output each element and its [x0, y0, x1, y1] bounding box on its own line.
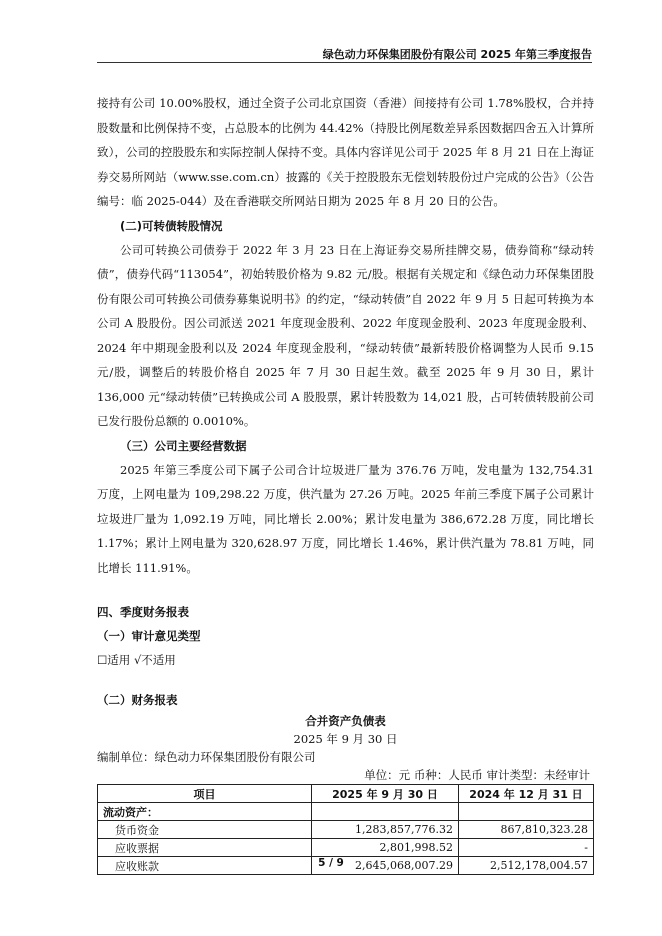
- unit-line: 单位：元 币种：人民币 审计类型：未经审计: [364, 768, 590, 782]
- operations-heading: （三）公司主要经营数据: [120, 438, 247, 453]
- spacer: [97, 672, 594, 688]
- convertible-heading: (二)可转债转股情况: [120, 218, 223, 233]
- table-row: [98, 821, 594, 839]
- statements-heading: （二）财务报表: [97, 693, 178, 707]
- convertible-paragraph: 公司可转换公司债券于 2022 年 3 月 23 日在上海证券交易所挂牌交易，债券简称“绿动转债”，债券代码“113054”，初始转股价格为 9.82 元/股。根据有关规定和《绿色动力环保集团股份有限公司可转换公司债券募集说明书》的约定，“绿动转债”自 2022 年 9 月 5 日起可转换为本公司 A 股股份。因公司派送 2021 年度现金股利、2022 年度现金股利、2023 年度现金股利、2024 年中期现金股利以及 2024 年度现金股利，“绿动转债”最新转股价格调整为人民币 9.15 元/股，调整后的转股价格自 2025 年 7 月 30 日起生效。截至 2025 年 9 月 30 日，累计 136,000 元“绿动转债”已转换成公司 A 股股票，累计转股数为 14,021 股，占可转债转股前公司已发行股份总额的 0.0010%。: [97, 242, 594, 428]
- row-label: 货币资金: [98, 821, 312, 839]
- balance-sheet-date: 2025 年 9 月 30 日: [293, 732, 398, 746]
- row-prior-value: -: [459, 839, 594, 857]
- audit-opinion-options: ☐适用 √不适用: [97, 653, 176, 667]
- row-label: 应收账款: [98, 857, 312, 875]
- table-row: [98, 839, 594, 857]
- empty-cell: [312, 803, 459, 821]
- page-content: [97, 91, 594, 875]
- spacer: [97, 580, 594, 600]
- column-header-prior: 2024 年 12 月 31 日: [459, 785, 594, 803]
- shareholder-paragraph: 接持有公司 10.00%股权，通过全资子公司北京国资（香港）间接持有公司 1.78%股权，合并持股数量和比例保持不变，占总股本的比例为 44.42%（持股比例尾数差异系因数据四舍五入计算所致），公司的控股股东和实际控制人保持不变。具体内容详见公司于 2025 年 8 月 21 日在上海证券交易所网站（www.sse.com.cn）披露的《关于控股股东无偿划转股份过户完成的公告》（公告编号：临 2025-044）及在香港联交所网站日期为 2025 年 8 月 20 日的公告。: [97, 96, 594, 208]
- section4-title: 四、季度财务报表: [97, 605, 189, 619]
- report-header: 绿色动力环保集团股份有限公司 2025 年第三季度报告: [322, 48, 592, 61]
- balance-sheet-title: 合并资产负债表: [305, 714, 386, 728]
- compiler-line: 编制单位：绿色动力环保集团股份有限公司: [97, 750, 316, 764]
- row-current-value: 2,801,998.52: [312, 839, 459, 857]
- empty-cell: [459, 803, 594, 821]
- row-current-value: 2,645,068,007.29: [312, 857, 459, 875]
- row-prior-value: 2,512,178,004.57: [459, 857, 594, 875]
- audit-opinion-heading: （一）审计意见类型: [97, 629, 201, 643]
- column-header-current: 2025 年 9 月 30 日: [312, 785, 459, 803]
- category-label: 流动资产：: [98, 803, 312, 821]
- table-row: [98, 803, 594, 821]
- column-header-item: 项目: [98, 785, 312, 803]
- page-number: 5 / 9: [318, 857, 344, 869]
- header-rule: [97, 62, 592, 63]
- operations-paragraph: 2025 年第三季度公司下属子公司合计垃圾进厂量为 376.76 万吨，发电量为 132,754.31 万度，上网电量为 109,298.22 万度，供汽量为 27.26 万吨。2025 年前三季度下属子公司累计垃圾进厂量为 1,092.19 万吨，同比增长 2.00%；累计发电量为 386,672.28 万度，同比增长 1.17%；累计上网电量为 320,628.97 万度，同比增长 1.46%，累计供汽量为 78.81 万吨，同比增长 111.91%。: [97, 462, 594, 575]
- row-current-value: 1,283,857,776.32: [312, 821, 459, 839]
- row-prior-value: 867,810,323.28: [459, 821, 594, 839]
- row-label: 应收票据: [98, 839, 312, 857]
- table-header-row: [98, 785, 594, 803]
